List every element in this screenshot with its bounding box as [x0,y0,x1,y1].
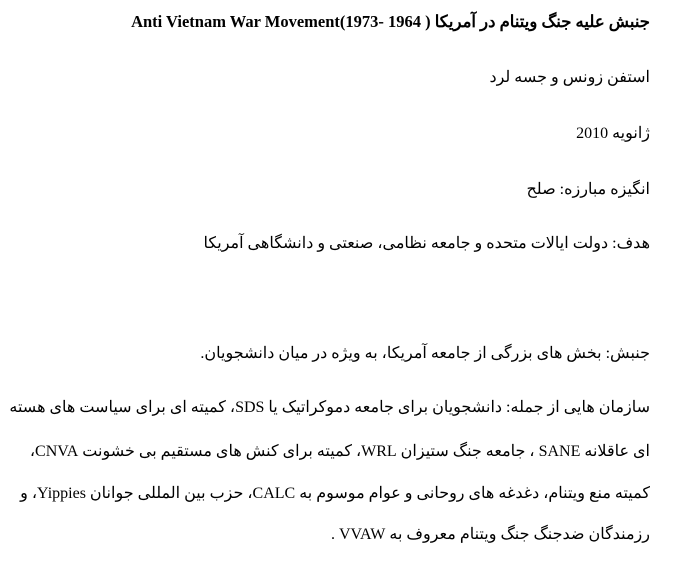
goal-line: هدف: دولت ایالات متحده و جامعه نظامی، صنعتی و دانشگاهی آمریکا [203,235,650,252]
authors-line: استفن زونس و جسه لرد [489,69,650,86]
document-title: جنبش علیه جنگ ویتنام در آمریکا ( 1964 -1973)Anti Vietnam War Movement [131,12,650,31]
date-line: ژانویه 2010 [576,125,650,142]
motivation-line: انگیزه مبارزه: صلح [526,181,650,198]
organizations-line-2: ای عاقلانه SANE ، جامعه جنگ ستیزان WRL، کمیته برای کنش های مستقیم بی خشونت CNVA، [29,443,650,460]
organizations-line-4: رزمندگان ضدجنگ جنگ ویتنام معروف به VVAW . [330,526,650,543]
organizations-line-1: سازمان هایی از جمله: دانشجویان برای جامعه دموکراتیک یا SDS، کمیته ای برای سیاست های هسته [9,399,650,416]
movement-line: جنبش: بخش های بزرگی از جامعه آمریکا، به ویژه در میان دانشجویان. [200,345,650,362]
organizations-line-3: کمیته منع ویتنام، دغدغه های روحانی و عوام موسوم به CALC، حزب بین المللی جوانان Yippies، و [20,485,650,502]
